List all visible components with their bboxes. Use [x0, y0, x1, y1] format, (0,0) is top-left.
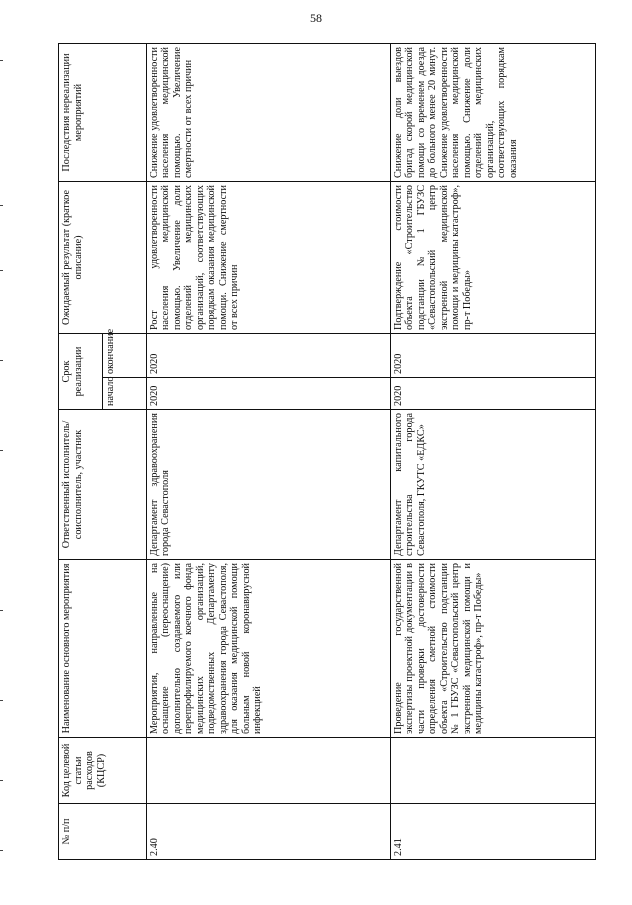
rotated-table-wrapper [58, 44, 596, 860]
cell-start: 2020 [146, 378, 390, 410]
cell-result: Подтверждение стоимости объекта «Строительство подстанции № 1 ГБУЗС «Севастопольский центр экстренной медицинской помощи и медицины катастроф», пр-т Победы» [390, 182, 595, 334]
header-executor: Ответственный исполнитель/соисполнитель, участник [59, 410, 147, 560]
cell-result: Рост удовлетворенности населения медицинской помощью. Увеличение доли отделений медицинских организаций, соответствующих порядкам оказания медицинской помощи. Снижение смертности от всех причин [146, 182, 390, 334]
cell-name: Проведение государственной экспертизы проектной документации в части проверки достоверности определения сметной стоимости объекта «Строительство подстанции № 1 ГБУЗС «Севастопольский центр экстренной медицинской помощи и медицины катастроф», пр-т Победы» [390, 560, 595, 738]
header-num: № п/п [59, 804, 147, 860]
cell-code [146, 738, 390, 804]
scan-margin-marks [0, 0, 10, 905]
cell-executor: Департамент здравоохранения города Севастополя [146, 410, 390, 560]
cell-end: 2020 [146, 334, 390, 378]
cell-name: Мероприятия, направленные на оснащение (переоснащение) дополнительно создаваемого или перепрофилируемого коечного фонда медицинских организаций, подведомственных Департаменту здравоохранения города Севастополя, для оказания медицинской помощи больным новой коронавирусной инфекцией [146, 560, 390, 738]
measures-table [58, 43, 596, 860]
cell-num: 2.40 [146, 804, 390, 860]
table-row [146, 44, 390, 860]
page-number: 58 [310, 11, 322, 25]
header-result: Ожидаемый результат (краткое описание) [59, 182, 147, 334]
cell-consequences: Снижение удовлетворенности населения медицинской помощью. Увеличение смертности от всех причин [146, 44, 390, 182]
cell-start: 2020 [390, 378, 595, 410]
header-consequences: Последствия нереализации мероприятий [59, 44, 147, 182]
header-code: Код целевой статьи расходов (КЦСР) [59, 738, 147, 804]
cell-executor: Департамент капитального строительства города Севастополя, ГКУТС «ЕДКС» [390, 410, 595, 560]
table-row [390, 44, 595, 860]
header-row-1 [59, 44, 103, 860]
cell-num: 2.41 [390, 804, 595, 860]
cell-consequences: Снижение доли выездов бригад скорой медицинской помощи со временем доезда до больного менее 20 минут. Снижение удовлетворенности населения медицинской помощью. Снижение доли отделений медицинских организаций, соответствующих порядкам оказания [390, 44, 595, 182]
cell-code [390, 738, 595, 804]
header-end: окончание [102, 334, 146, 378]
header-term: Срок реализации [59, 334, 103, 410]
header-name: Наименование основного мероприятия [59, 560, 147, 738]
header-start: начало [102, 378, 146, 410]
cell-end: 2020 [390, 334, 595, 378]
